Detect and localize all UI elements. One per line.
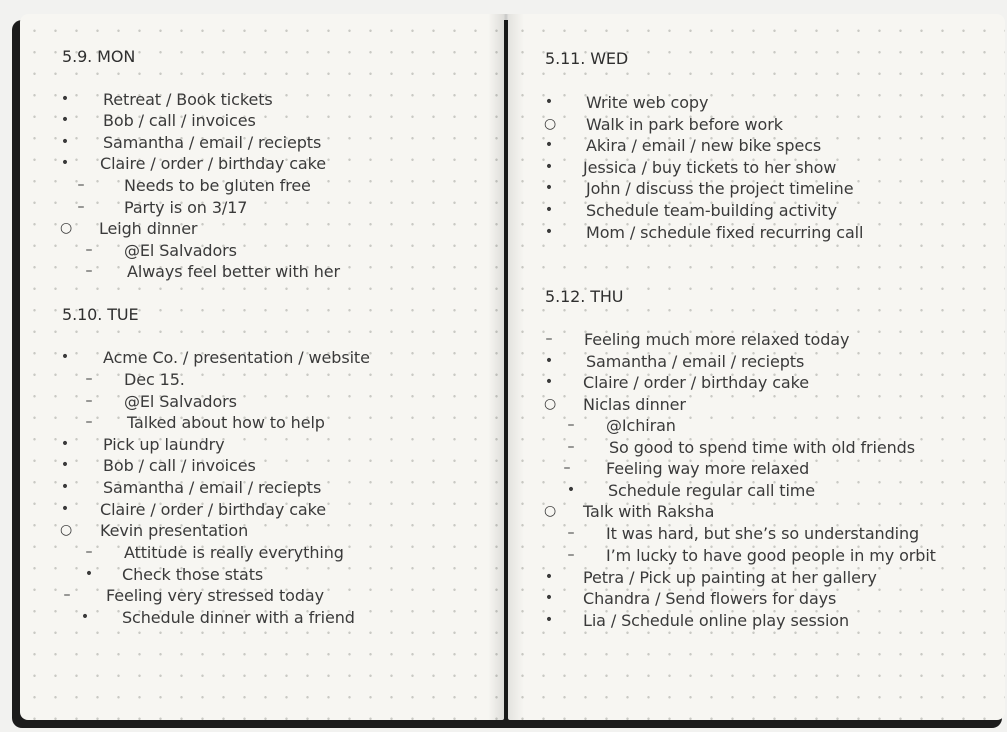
task-bullet: • (80, 609, 90, 625)
task-bullet: • (544, 569, 554, 585)
note-dash: – (85, 414, 93, 430)
task-bullet: • (60, 134, 70, 150)
note-dash: – (85, 242, 93, 258)
task-bullet: • (544, 353, 554, 369)
task-bullet: • (544, 180, 554, 196)
note-dash: – (85, 263, 93, 279)
left-page: 5.9. MON • Retreat / Book tickets • Bob / call / invoices • Samantha / email / reciepts • Claire / order / birthday cake – Needs to be gluten free – Party is on 3/17 ○ Leigh dinner – @El Salvadors – Always feel better with her 5.10. TUE • Acme Co. / presentation / website – Dec 15. – @El Salvadors – Talked about how to help • Pick up laundry • Bob / call / invoices • Samantha / email / reciepts • Claire / order / birthday cake ○ Kevin presentation – Attitude is really everything • Check those stats – Feeling very stressed today • Schedule dinner with a friend (20, 14, 504, 720)
note-dash: – (85, 393, 93, 409)
note-dash: – (85, 544, 93, 560)
task-bullet: • (84, 566, 94, 582)
task-bullet: • (544, 224, 554, 240)
note-dash: – (85, 371, 93, 387)
event-circle: ○ (60, 522, 73, 538)
task-bullet: • (60, 91, 70, 107)
note-dash: – (567, 547, 575, 563)
task-bullet: • (60, 479, 70, 495)
event-circle: ○ (544, 116, 557, 132)
note-dash: – (567, 525, 575, 541)
task-bullet: • (544, 202, 554, 218)
right-page: 5.11. WED • Write web copy ○ Walk in park before work • Akira / email / new bike specs • Jessica / buy tickets to her show • John / discuss the project timeline • Schedule team-building activity • Mom / schedule fixed recurring call 5.12. THU – Feeling much more relaxed today • Samantha / email / reciepts • Claire / order / birthday cake ○ Niclas dinner – @Ichiran – So good to spend time with old friends – Feeling way more relaxed • Schedule regular call time ○ Talk with Raksha – It was hard, but she’s so understanding – I’m lucky to have good people in my orbit • Petra / Pick up painting at her gallery • Chandra / Send flowers for days • Lia / Schedule online play session (508, 14, 1005, 720)
task-bullet: • (60, 436, 70, 452)
task-bullet: • (60, 501, 70, 517)
task-bullet: • (544, 590, 554, 606)
event-circle: ○ (60, 220, 73, 236)
task-bullet: • (60, 349, 70, 365)
note-dash: – (563, 460, 571, 476)
event-circle: ○ (544, 396, 557, 412)
task-bullet: • (544, 159, 554, 175)
task-bullet: • (544, 374, 554, 390)
task-bullet: • (60, 155, 70, 171)
task-bullet: • (544, 137, 554, 153)
task-bullet: • (544, 612, 554, 628)
note-dash: – (77, 199, 85, 215)
task-bullet: • (60, 457, 70, 473)
note-dash: – (63, 587, 71, 603)
task-bullet: • (566, 482, 576, 498)
note-dash: – (567, 439, 575, 455)
event-circle: ○ (544, 503, 557, 519)
note-dash: – (567, 417, 575, 433)
note-dash: – (545, 331, 553, 347)
task-bullet: • (60, 112, 70, 128)
task-bullet: • (544, 94, 554, 110)
note-dash: – (77, 177, 85, 193)
